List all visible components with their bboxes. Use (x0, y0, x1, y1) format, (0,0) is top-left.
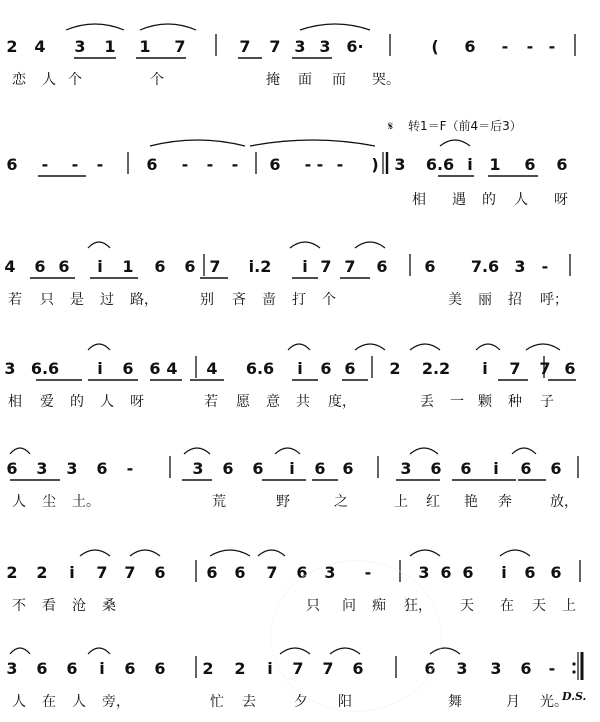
lyric-char: 舞 (448, 694, 462, 710)
lyric-char: 共 (296, 394, 310, 410)
note: 6 (376, 257, 388, 276)
lyric-char: 种 (508, 394, 522, 410)
lyric-char: 一 (450, 394, 464, 410)
lyric-char: 上 (394, 494, 408, 510)
slur-arc (526, 344, 560, 350)
lyric-char: 吝 (232, 292, 246, 308)
lyric-char: 去 (242, 694, 256, 710)
note: - (231, 155, 239, 174)
lyric-char: 相 (8, 394, 22, 410)
note: 6 (462, 563, 474, 582)
lyric-char: 在 (42, 694, 56, 710)
lyric-char: 人 (72, 694, 86, 710)
note: i (493, 459, 499, 478)
segno-mark: 𝄋 (388, 119, 394, 133)
lyric-char: 掩 (266, 72, 280, 88)
lyric-char: 个 (150, 72, 164, 88)
lyric-char: 子 (540, 394, 554, 410)
slur-arc (500, 550, 530, 556)
ds-mark: D.S. (562, 690, 587, 703)
lyric-char: 人 (12, 494, 26, 510)
note: 6 (252, 459, 264, 478)
note: 6 (34, 257, 46, 276)
lyric-char: 之 (334, 494, 348, 510)
lyric-char: 尘 (42, 494, 56, 510)
note: - (541, 257, 549, 276)
note: 6 (430, 459, 442, 478)
faint-watermark (270, 560, 442, 712)
lyric-char: 忙 (210, 694, 224, 710)
lyric-char: 个 (322, 292, 336, 308)
note: 1 (104, 37, 116, 56)
note: - (526, 37, 534, 56)
lyric-char: 天 (460, 598, 474, 614)
note: 7 (322, 659, 334, 678)
note: - (126, 459, 134, 478)
note: - (501, 37, 509, 56)
note: i (467, 155, 473, 174)
note: - (304, 155, 312, 174)
note: 6 (154, 257, 166, 276)
repeat-dot (572, 670, 575, 673)
lyric-char: 不 (12, 598, 26, 614)
lyric-char: 狂， (404, 598, 432, 614)
lyric-char: 夕 (294, 694, 308, 710)
lyric-char: 奔 (498, 494, 512, 510)
lyric-char: 遇 (452, 192, 466, 208)
score-row-1 (6, 34, 575, 88)
note: 6 (149, 359, 161, 378)
lyric-char: 是 (70, 292, 84, 308)
note: - (548, 659, 556, 678)
note: 6 (154, 659, 166, 678)
note: 6 (314, 459, 326, 478)
note: - (336, 155, 344, 174)
note: 6 (36, 659, 48, 678)
note: 4 (206, 359, 218, 378)
note: i (289, 459, 295, 478)
note: 6· (346, 37, 364, 56)
note: i (297, 359, 303, 378)
score-row-4 (4, 356, 575, 410)
note: 6.6 (30, 359, 60, 378)
lyric-char: 人 (12, 694, 26, 710)
note: 7.6 (470, 257, 500, 276)
lyric-char: 意 (266, 394, 280, 410)
lyric-char: 面 (298, 72, 312, 88)
note: i (501, 563, 507, 582)
note: 6 (524, 155, 536, 174)
note: 1 (122, 257, 134, 276)
lyric-char: 天 (532, 598, 546, 614)
slur-arc (258, 550, 285, 556)
lyric-char: 痴 (372, 598, 386, 614)
note: 3 (324, 563, 336, 582)
note: 7 (344, 257, 356, 276)
note: 6 (520, 659, 532, 678)
slur-arc (66, 24, 124, 30)
note: 7 (320, 257, 332, 276)
lyric-char: 只 (306, 598, 320, 614)
note: 6 (524, 563, 536, 582)
note: 2 (6, 37, 18, 56)
repeat-dot (572, 662, 575, 665)
lyric-char: 别 (200, 292, 214, 308)
lyric-char: 若 (204, 394, 218, 410)
slur-arc (210, 550, 250, 556)
note: 3 (36, 459, 48, 478)
note: 6 (460, 459, 472, 478)
lyric-char: 相 (412, 192, 426, 208)
note: 3 (319, 37, 331, 56)
lyric-char: 呀 (130, 394, 144, 410)
slur-arc (80, 550, 110, 556)
note: ) (371, 155, 379, 174)
lyric-char: 颗 (478, 394, 492, 410)
slur-arc (410, 344, 440, 350)
note: - (96, 155, 104, 174)
slur-arc (10, 648, 30, 654)
lyric-char: 月 (506, 694, 520, 710)
note: 1 (139, 37, 151, 56)
slur-arc (130, 550, 160, 556)
note: 7 (124, 563, 136, 582)
note: 6 (66, 659, 78, 678)
lyric-char: 打 (292, 292, 306, 308)
lyric-char: 红 (426, 494, 440, 510)
note: 6 (154, 563, 166, 582)
lyric-char: 只 (40, 292, 54, 308)
slur-arc (288, 344, 310, 350)
note: 6 (464, 37, 476, 56)
slur-arc (290, 242, 320, 248)
lyric-char: 路， (130, 292, 158, 308)
note: - (71, 155, 79, 174)
lyric-char: 招 (508, 292, 522, 308)
note: 4 (166, 359, 178, 378)
lyric-char: 美 (448, 292, 462, 308)
lyric-char: 哭。 (372, 72, 400, 88)
note: 1 (489, 155, 501, 174)
slur-arc (275, 448, 300, 454)
note: 6 (206, 563, 218, 582)
note: 6 (556, 155, 568, 174)
note: 6 (424, 659, 436, 678)
note: 6 (296, 563, 308, 582)
note: 3 (294, 37, 306, 56)
note: ( (431, 37, 439, 56)
lyric-char: 问 (342, 598, 356, 614)
slur-arc (150, 140, 245, 146)
note: 6 (124, 659, 136, 678)
slur-arc (440, 140, 470, 146)
lyric-char: 的 (70, 394, 84, 410)
note: 3 (6, 659, 18, 678)
note: 7 (239, 37, 251, 56)
lyric-char: 放， (550, 494, 578, 510)
note: 6 (342, 459, 354, 478)
slur-arc (476, 344, 500, 350)
note: 6 (550, 459, 562, 478)
note: - (364, 563, 372, 582)
lyric-char: 呀 (554, 192, 568, 208)
note: i (99, 659, 105, 678)
note: 6 (58, 257, 70, 276)
note: 3 (490, 659, 502, 678)
lyric-char: 阳 (338, 694, 352, 710)
lyric-char: 荒 (212, 494, 226, 510)
note: i (302, 257, 308, 276)
lyric-char: 艳 (464, 494, 478, 510)
note: 6 (234, 563, 246, 582)
lyric-char: 的 (482, 192, 496, 208)
key-change-label: 转1＝F（前4＝后3） (408, 119, 522, 133)
note: 6.6 (245, 359, 275, 378)
note: 6 (520, 459, 532, 478)
note: 7 (174, 37, 186, 56)
slur-arc (410, 550, 440, 556)
slur-arc (410, 448, 438, 454)
slur-arc (300, 24, 370, 30)
lyric-char: 土。 (72, 494, 100, 510)
note: 2.2 (421, 359, 451, 378)
note: 6 (440, 563, 452, 582)
note: 6 (320, 359, 332, 378)
slur-arc (88, 344, 110, 350)
note: 6 (564, 359, 576, 378)
note: 7 (539, 359, 551, 378)
note: 4 (34, 37, 46, 56)
lyric-char: 人 (514, 192, 528, 208)
note: 6 (222, 459, 234, 478)
lyric-char: 爱 (40, 394, 54, 410)
slur-arc (184, 448, 210, 454)
note: 6 (96, 459, 108, 478)
note: 6 (6, 155, 18, 174)
note: 7 (96, 563, 108, 582)
note: 7 (269, 37, 281, 56)
slur-arc (140, 24, 196, 30)
note: 7 (266, 563, 278, 582)
note: - (181, 155, 189, 174)
note: 3 (394, 155, 406, 174)
lyric-char: 人 (100, 394, 114, 410)
note: 6 (122, 359, 134, 378)
note: 6 (424, 257, 436, 276)
lyric-char: 若 (8, 292, 22, 308)
lyric-char: 恋 (12, 72, 26, 88)
note: i (97, 257, 103, 276)
note: - (41, 155, 49, 174)
score-row-2 (6, 152, 568, 208)
lyric-char: 看 (42, 598, 56, 614)
note: i (482, 359, 488, 378)
note: 6 (146, 155, 158, 174)
note: 2 (389, 359, 401, 378)
note: 6 (184, 257, 196, 276)
note: i (69, 563, 75, 582)
note: 7 (292, 659, 304, 678)
note: 3 (74, 37, 86, 56)
note: - (206, 155, 214, 174)
note: 6 (344, 359, 356, 378)
lyric-char: 在 (500, 598, 514, 614)
note: 3 (4, 359, 16, 378)
slur-arc (512, 448, 536, 454)
lyric-char: 度， (328, 394, 356, 410)
slur-arc (250, 140, 375, 146)
lyric-char: 光。 (540, 694, 568, 710)
lyric-char: 呼； (540, 292, 568, 308)
slur-arc (88, 648, 110, 654)
note: 4 (4, 257, 16, 276)
lyric-char: 野 (276, 494, 290, 510)
note: 6 (6, 459, 18, 478)
slur-arc (88, 242, 110, 248)
note: 3 (66, 459, 78, 478)
note: 3 (192, 459, 204, 478)
note: 3 (400, 459, 412, 478)
lyric-char: 丢 (420, 394, 434, 410)
note: 2 (36, 563, 48, 582)
lyric-char: 人 (42, 72, 56, 88)
slur-arc (355, 242, 385, 248)
note: 2 (202, 659, 214, 678)
note: 3 (514, 257, 526, 276)
note: 3 (418, 563, 430, 582)
score-row-5 (6, 456, 578, 510)
lyric-char: 过 (100, 292, 114, 308)
slur-arc (10, 448, 30, 454)
slur-arc (355, 344, 385, 350)
note: 6 (269, 155, 281, 174)
score-row-3 (4, 254, 570, 308)
lyric-char: 愿 (236, 394, 250, 410)
lyric-char: 啬 (262, 292, 276, 308)
note: 6 (550, 563, 562, 582)
note: 3 (456, 659, 468, 678)
note: - (548, 37, 556, 56)
lyric-char: 上 (562, 598, 576, 614)
note: 2 (234, 659, 246, 678)
note: 2 (6, 563, 18, 582)
note: 7 (209, 257, 221, 276)
note: 6 (352, 659, 364, 678)
lyric-char: 沧 (72, 598, 86, 614)
lyric-char: 个 (68, 72, 82, 88)
note: i (97, 359, 103, 378)
note: i.2 (248, 257, 272, 276)
note: i (267, 659, 273, 678)
lyric-char: 丽 (478, 292, 492, 308)
lyric-char: 桑 (102, 598, 116, 614)
lyric-char: 旁， (102, 694, 130, 710)
note: 6.6 (425, 155, 455, 174)
note: 7 (509, 359, 521, 378)
note: - (316, 155, 324, 174)
lyric-char: 而 (332, 72, 346, 88)
